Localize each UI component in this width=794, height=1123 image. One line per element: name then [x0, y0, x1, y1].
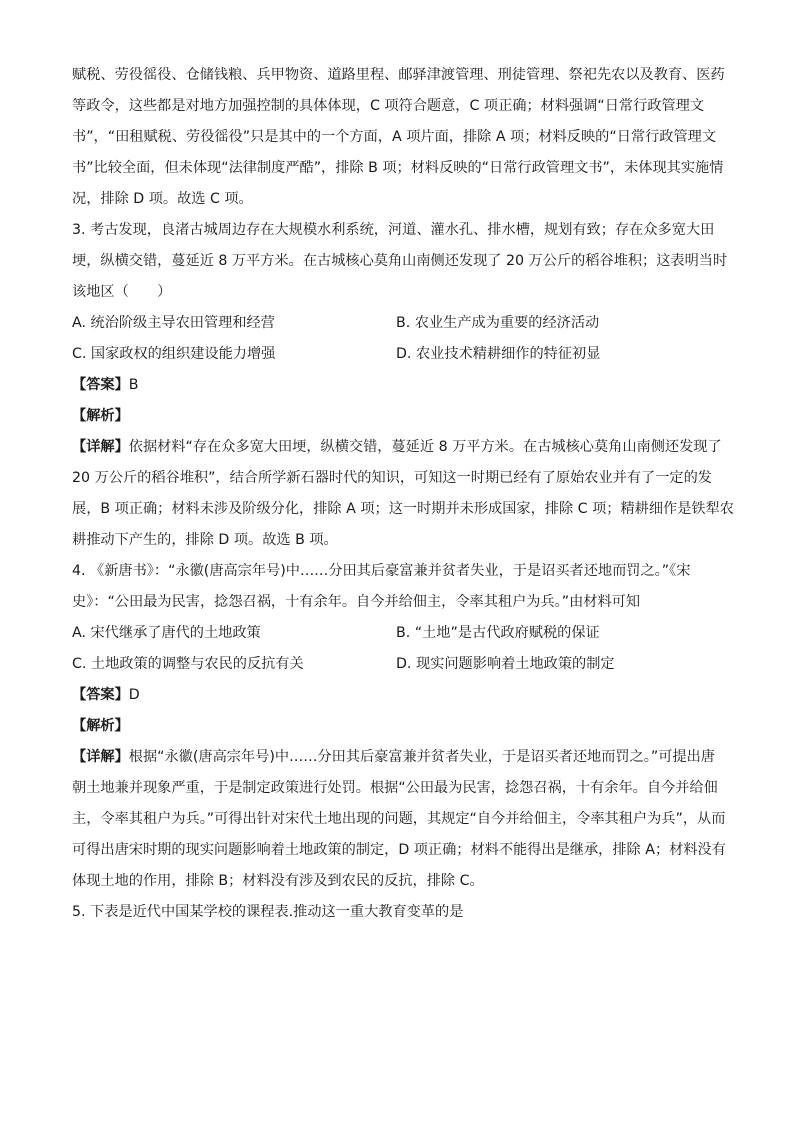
- answer-tag: 【答案】: [72, 377, 129, 393]
- question-stem-line: 该地区（ ）: [72, 284, 172, 300]
- text-line: 书”，“田租赋税、劳役徭役”只是其中的一个方面，A 项片面，排除 A 项；材料反映的“日常行政管理文: [72, 129, 717, 145]
- detail-text: 20 万公斤的稻谷堆积”，结合所学新石器时代的知识，可知这一时期已经有了原始农业并有了一定的发: [72, 470, 712, 486]
- options-row: [72, 618, 728, 649]
- question-stem-line: 史》：“公田最为民害，捻怨召祸，十有余年。自今并给佃主，令率其租户为兵。”由材料可知: [72, 594, 641, 610]
- detail-text: 可得出唐宋时期的现实问题影响着土地政策的制定，D 项正确；材料不能得出是继承，排除 A；材料没有: [72, 842, 726, 858]
- question-stem-line: 埂，纵横交错，蔓延近 8 万平方米。在古城核心莫角山南侧还发现了 20 万公斤的稻谷堆积；这表明当时: [72, 253, 728, 269]
- option-b: B. 农业生产成为重要的经济活动: [396, 315, 600, 331]
- detail-line: [72, 742, 728, 773]
- answer-value: D: [128, 687, 140, 703]
- question-stem-line: 5. 下表是近代中国某学校的课程表.推动这一重大教育变革的是: [72, 904, 464, 920]
- option-c: C. 土地政策的调整与农民的反抗有关: [72, 656, 304, 672]
- detail-tag: 【详解】: [72, 439, 129, 455]
- detail-line: [72, 432, 728, 463]
- question-stem-line: 3. 考古发现，良渚古城周边存在大规模水利系统，河道、灌水孔、排水槽，规划有致；存在众多宽大田: [72, 222, 715, 238]
- options-row: [72, 649, 728, 680]
- option-c: C. 国家政权的组织建设能力增强: [72, 346, 276, 362]
- option-a: A. 统治阶级主导农田管理和经营: [72, 315, 275, 331]
- analysis-tag: 【解析】: [72, 718, 129, 734]
- analysis-line: [72, 711, 728, 742]
- detail-text: 体现土地的作用，排除 B；材料没有涉及到农民的反抗，排除 C。: [72, 873, 484, 889]
- options-row: [72, 308, 728, 339]
- detail-text: 主，令率其租户为兵。”可得出针对宋代土地出现的问题，其规定“自今并给佃主，令率其租户为兵”，从而: [72, 811, 726, 827]
- text-line: 等政令，这些都是对地方加强控制的具体体现，C 项符合题意，C 项正确；材料强调“日常行政管理文: [72, 98, 705, 114]
- options-row: [72, 339, 728, 370]
- prev-explanation: [72, 60, 728, 215]
- answer-line: [72, 370, 728, 401]
- question-4: [72, 556, 728, 897]
- option-d: D. 现实问题影响着土地政策的制定: [396, 656, 615, 672]
- answer-value: B: [128, 377, 139, 393]
- text-line: 赋税、劳役徭役、仓储钱粮、兵甲物资、道路里程、邮驿津渡管理、刑徒管理、祭祀先农以及教育、医药: [72, 67, 725, 83]
- option-a: A. 宋代继承了唐代的土地政策: [72, 625, 261, 641]
- text-line: 况，排除 D 项。故选 C 项。: [72, 191, 253, 207]
- option-b: B. “土地”是古代政府赋税的保证: [396, 625, 600, 641]
- analysis-tag: 【解析】: [72, 408, 129, 424]
- answer-line: [72, 680, 728, 711]
- option-d: D. 农业技术精耕细作的特征初显: [396, 346, 601, 362]
- document-page: [72, 60, 734, 928]
- analysis-line: [72, 401, 728, 432]
- text-line: 书”比较全面，但未体现“法律制度严酷”，排除 B 项；材料反映的“日常行政管理文书”，未体现其实施情: [72, 160, 724, 176]
- question-5: [72, 897, 728, 928]
- detail-text: 根据“永徽(唐高宗年号)中……分田其后豪富兼并贫者失业，于是诏买者还地而罚之。”可提出唐: [128, 749, 715, 765]
- detail-text: 依据材料“存在众多宽大田埂，纵横交错，蔓延近 8 万平方米。在古城核心莫角山南侧还发现了: [128, 439, 722, 455]
- answer-tag: 【答案】: [72, 687, 129, 703]
- question-stem-line: 4. 《新唐书》：“永徽(唐高宗年号)中……分田其后豪富兼并贫者失业，于是诏买者还地而罚之。”《宋: [72, 563, 691, 579]
- detail-tag: 【详解】: [72, 749, 129, 765]
- question-3: [72, 215, 734, 556]
- detail-text: 展，B 项正确；材料未涉及阶级分化，排除 A 项；这一时期并未形成国家，排除 C 项；精耕细作是铁犁农: [72, 501, 734, 517]
- detail-text: 朝土地兼并现象严重，于是制定政策进行处罚。根据“公田最为民害，捻怨召祸，十有余年。自今并给佃: [72, 780, 718, 796]
- detail-text: 耕推动下产生的，排除 D 项。故选 B 项。: [72, 532, 338, 548]
